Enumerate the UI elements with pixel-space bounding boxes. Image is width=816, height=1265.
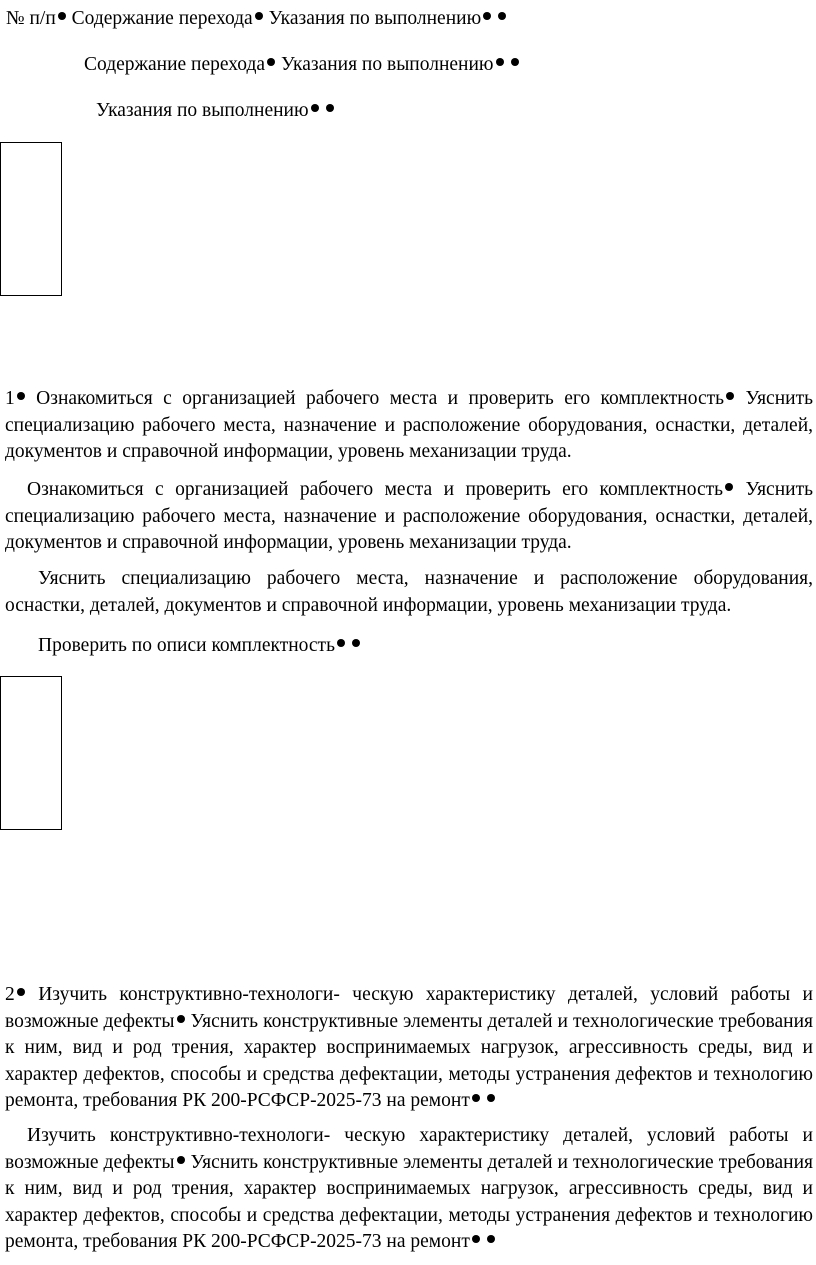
bullet-icon — [496, 58, 504, 66]
bullet-icon — [326, 104, 334, 112]
step-title: Изучить конструктивно-технологи- ческую характеристику деталей, условий работы и возможные дефекты — [5, 984, 813, 1032]
column-content-label: Содержание перехода — [84, 54, 266, 75]
section-1-instructions — [5, 566, 813, 619]
header-line-3 — [96, 101, 335, 121]
check-text: Проверить по описи комплектность — [38, 635, 335, 656]
step-title: Ознакомиться с организацией рабочего места и проверить его комплектность — [36, 388, 725, 409]
bullet-icon — [255, 12, 263, 20]
bullet-icon — [725, 483, 733, 491]
column-content-label: Содержание перехода — [71, 8, 253, 29]
empty-cell-box — [0, 676, 62, 830]
bullet-icon — [352, 639, 360, 647]
section-1-check — [38, 636, 361, 656]
step-number: 1 — [5, 388, 15, 409]
section-2-row — [5, 982, 813, 1115]
header-line-1 — [6, 9, 507, 29]
step-instructions: Уяснить специализацию рабочего места, назначение и расположение оборудования, оснастки, деталей, документов и справочной информации, уровень механизации труда. — [5, 479, 813, 553]
column-instructions-label: Указания по выполнению — [96, 100, 309, 121]
step-title: Изучить конструктивно-технологи- ческую характеристику деталей, условий работы и возможные дефекты — [5, 1125, 813, 1173]
section-2-content — [5, 1123, 813, 1256]
bullet-icon — [177, 1156, 185, 1164]
empty-cell-box — [0, 142, 62, 296]
bullet-icon — [487, 1235, 495, 1243]
bullet-icon — [472, 1235, 480, 1243]
bullet-icon — [472, 1094, 480, 1102]
bullet-icon — [58, 12, 66, 20]
step-instructions: Уяснить конструктивные элементы деталей и технологические требования к ним, вид и род трения, характер воспринимаемых нагрузок, агрессивность среды, вид и характер дефектов, способы и средства дефектации, методы устранения дефектов и технологию ремонта, требования РК 200-РСФСР-2025-73 на ремонт — [5, 1010, 814, 1111]
bullet-icon — [267, 58, 275, 66]
header-line-2 — [84, 55, 520, 75]
bullet-icon — [177, 1015, 185, 1023]
section-1-row — [5, 386, 813, 466]
column-number-label: № п/п — [6, 8, 56, 29]
column-instructions-label: Указания по выполнению — [280, 54, 494, 75]
step-instructions: Уяснить специализацию рабочего места, назначение и расположение оборудования, оснастки, деталей, документов и справочной информации, уровень механизации труда. — [5, 568, 813, 616]
section-1-content — [5, 477, 813, 557]
step-instructions: Уяснить специализацию рабочего места, назначение и расположение оборудования, оснастки, деталей, документов и справочной информации, уровень механизации труда. — [5, 388, 814, 462]
bullet-icon — [498, 12, 506, 20]
step-instructions: Уяснить конструктивные элементы деталей и технологические требования к ним, вид и род трения, характер воспринимаемых нагрузок, агрессивность среды, вид и характер дефектов, способы и средства дефектации, методы устранения дефектов и технологию ремонта, требования РК 200-РСФСР-2025-73 на ремонт — [5, 1151, 814, 1252]
step-title: Ознакомиться с организацией рабочего места и проверить его комплектность — [27, 479, 724, 500]
column-instructions-label: Указания по выполнению — [268, 8, 482, 29]
bullet-icon — [511, 58, 519, 66]
bullet-icon — [337, 639, 345, 647]
bullet-icon — [726, 392, 734, 400]
bullet-icon — [311, 104, 319, 112]
bullet-icon — [17, 392, 25, 400]
bullet-icon — [483, 12, 491, 20]
step-number: 2 — [5, 984, 15, 1005]
bullet-icon — [487, 1094, 495, 1102]
bullet-icon — [17, 988, 25, 996]
